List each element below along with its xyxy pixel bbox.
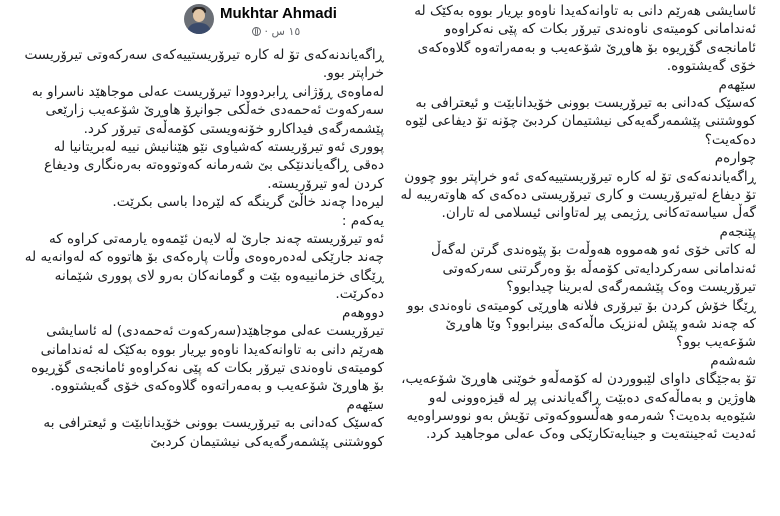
section-heading: چوارەم (714, 150, 756, 167)
post-body-left (20, 46, 384, 516)
paragraph: ڕێگا خۆش کردن بۆ تیرۆری فلانە هاوڕێی کومیتەی ناوەندی بوو کە چەند شەو پێش لەنزیک ماڵەکەی بینرابوو؟ وێا هاوڕێ شۆعەیب بوو؟ (406, 297, 756, 351)
section-heading: دووهەم (341, 304, 384, 321)
paragraph: لیرەدا چەند خاڵێ گرینگە کە لێرەدا باسی بکرێت. (112, 194, 384, 211)
paragraph: ئەو تیرۆریستە چەند جارێ لە لایەن ئێمەوە یارمەتی کراوە کە چەند جارێکی لەدەرەوەی وڵات پارەکەی بۆ هاتووە کە لەوانەیە لە ڕێگای خزمانییەوە بێت و گومانەکان بەرو لای پووری شێمانە دەکرێت. (24, 231, 384, 303)
section-heading: پێنجەم (719, 223, 756, 240)
globe-icon (252, 27, 261, 36)
section-heading: سێهەم (718, 76, 756, 93)
paragraph: ئاسایشی هەرێم دانی بە تاوانەکەیدا ناوەو بڕیار بووە بەکێک لە ئەندامانی کومیتەی ناوەندی تیرۆر بکات کە پێی نەکراوەو ئامانجەی گۆڕیوە بۆ هاوڕێ شۆعەیب و بەمەراتەوە گلاوەکەی خۆی گەیشتووە. (414, 3, 756, 75)
paragraph: پووری ئەو تیرۆریستە کەشیاوی نێو هێنانیش نییە لەبریتانیا لە دەقی ڕاگەیاندنێکی بێ شەرمانە کەوتووەتە بەرەنگاری ودیفاع کردن لەو تیرۆریستە. (44, 139, 384, 192)
author-name[interactable]: Mukhtar Ahmadi (220, 5, 337, 22)
paragraph: لەماوەی ڕۆژانی ڕابردوودا تیرۆریست عەلی موجاهێد ناسراو بە سەرکەوت ئەحمەدی خەڵکی جوانڕۆ هاوڕێ شۆعەیب زارێعی پێشمەرگەی فیداکارو خۆنەویستی کۆمەڵەی تیرۆر کرد. (31, 83, 384, 137)
paragraph: تۆ بەجێگای داوای لێبووردن لە کۆمەڵەو خوێنی هاوڕێ شۆعەیب، هاوژین و بەماڵەکەی دەبێت ڕاگەیاندنی پڕ لە قیزەوونی لەو شێوەیە بدەیت؟ شەرمەو هەڵسووکەوتی تۆیش بەو نووسراوەیە ئەدیت ئەجینتەیت و جینایەتکارێکی وەک عەلی موجاهید کرد. (401, 371, 756, 443)
paragraph: کەسێک کەدانی بە تیرۆریست بوونی خۆیدانابێت و ئیعترافی بە کووشتنی پێشمەرگەیەکی نیشتیمان کردبێ (43, 415, 384, 450)
post-body-right (398, 2, 756, 472)
paragraph: ڕاگەیاندنەکەی تۆ لە کارە تیرۆریستییەکەی سەرکەوتی تیرۆریست خراپتر بوو. (24, 47, 384, 82)
paragraph: ڕاگەیاندنەکەی تۆ لە کارە تیرۆریستییەکەی ئەو خراپتر بوو چوون تۆ دیفاع لەتیرۆریست و کاری تیرۆریستی دەکەی کە هاوتەریبە لە گەڵ سیاسەتەکانی ڕژیمی پڕ لەتاوانی ئیسلامی لە تاران. (400, 168, 756, 222)
paragraph: تیرۆریست عەلی موجاهێد(سەرکەوت ئەحمەدی) لە ئاسایشی هەرێم دانی بە تاوانەکەیدا ناوەو بڕیار بووە بەکێک لە ئەندامانی کومیتەی ناوەندی تیرۆر بکات کە پێی نەکراوەو ئامانجەی گۆڕیوە بۆ هاوڕێ شۆعەیب و بەمەراتەوە گلاوەکەی خۆی گەیشتووە. (31, 323, 384, 395)
paragraph: کەسێک کەدانی بە تیرۆریست بوونی خۆیدانابێت و ئیعترافی بە کووشتنی پێشمەرگەیەکی نیشتیمان کردبێ چۆنە تۆ دیفاعی لێوە دەکەیت؟ (405, 95, 756, 148)
section-heading: یەکەم : (341, 212, 384, 229)
post-meta (249, 25, 300, 38)
paragraph: لە کاتی خۆی ئەو هەمووە هەوڵەت بۆ پێوەندی گرتن لەگەڵ ئەندامانی سەرکردایەتی کۆمەڵە بۆ وەرگرتنی سەرکەوتی تیرۆریست وەک پێشمەرگەی لەبرینا چیدابوو؟ (430, 242, 756, 296)
section-heading: سێهەم (346, 396, 384, 413)
section-heading: شەشەم (710, 352, 756, 369)
meta-separator: · (264, 25, 268, 38)
post-time[interactable]: ١٥ س (271, 25, 301, 38)
author-avatar[interactable] (184, 4, 214, 34)
